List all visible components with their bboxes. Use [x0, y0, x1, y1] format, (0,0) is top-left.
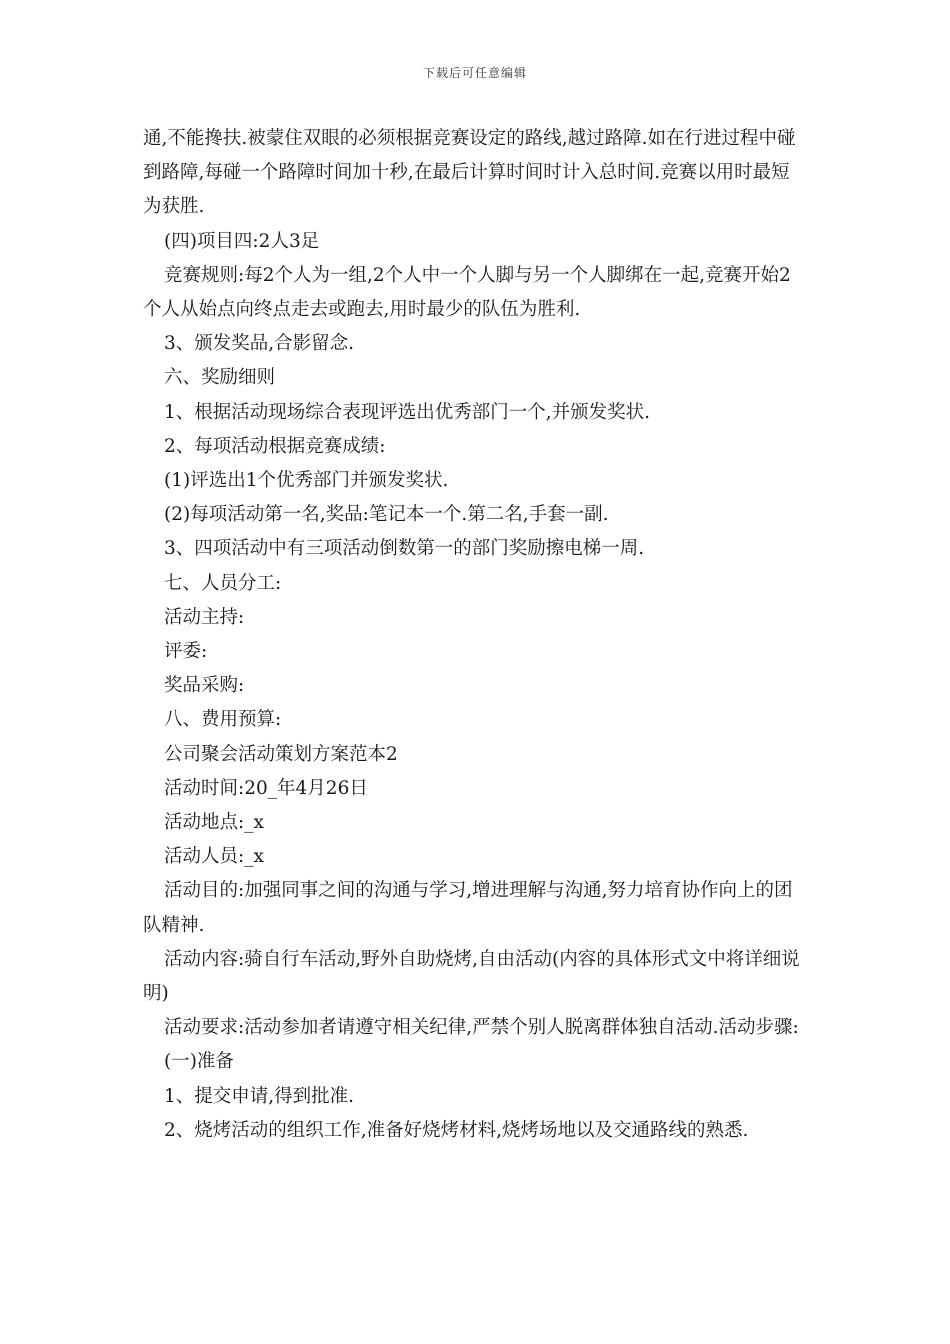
document-title-sample-2: 公司聚会活动策划方案范本2 — [164, 743, 398, 765]
section-heading-staffing: 七、人员分工: — [164, 572, 282, 594]
list-subitem-reward-2-1: (1)评选出1个优秀部门并颁发奖状. — [164, 470, 449, 492]
section-item-four-title: (四)项目四:2人3足 — [164, 230, 320, 252]
field-judges: 评委: — [164, 641, 208, 663]
field-activity-location: 活动地点:_x — [164, 812, 264, 834]
list-item-reward-3: 3、四项活动中有三项活动倒数第一的部门奖励擦电梯一周. — [164, 538, 645, 560]
page-header-note: 下载后可任意编辑 — [422, 66, 527, 80]
field-activity-content: 活动内容:骑自行车活动,野外自助烧烤,自由活动(内容的具体形式文中将详细说明) — [143, 948, 800, 1005]
list-subitem-reward-2-2: (2)每项活动第一名,奖品:笔记本一个.第二名,手套一副. — [164, 504, 609, 526]
paragraph-three-legged-rules: 竞赛规则:每2个人为一组,2个人中一个人脚与另一个人脚绑在一起,竞赛开始2个人从始点向终点走去或跑去,用时最少的队伍为胜利. — [143, 264, 791, 321]
list-item-preparation-2: 2、烧烤活动的组织工作,准备好烧烤材料,烧烤场地以及交通路线的熟悉. — [164, 1119, 749, 1141]
field-activity-participants: 活动人员:_x — [164, 846, 264, 868]
section-heading-preparation: (一)准备 — [164, 1051, 234, 1073]
list-item-reward-2: 2、每项活动根据竞赛成绩: — [164, 435, 386, 457]
field-activity-time: 活动时间:20_年4月26日 — [164, 777, 368, 799]
list-item-reward-1: 1、根据活动现场综合表现评选出优秀部门一个,并颁发奖状. — [164, 401, 651, 423]
paragraph-obstacle-rules-continued: 通,不能搀扶.被蒙住双眼的必须根据竞赛设定的路线,越过路障.如在行进过程中碰到路障,每碰一个路障时间加十秒,在最后计算时间时计入总时间.竞赛以用时最短为获胜. — [143, 128, 796, 218]
list-item-award-ceremony: 3、颁发奖品,合影留念. — [164, 333, 355, 355]
section-heading-budget: 八、费用预算: — [164, 709, 282, 731]
section-heading-rewards: 六、奖励细则 — [164, 367, 276, 389]
field-host: 活动主持: — [164, 606, 245, 628]
field-prize-purchasing: 奖品采购: — [164, 675, 245, 697]
list-item-preparation-1: 1、提交申请,得到批准. — [164, 1085, 355, 1107]
document-body — [143, 122, 807, 1148]
field-activity-purpose: 活动目的:加强同事之间的沟通与学习,增进理解与沟通,努力培育协作向上的团队精神. — [143, 880, 793, 936]
field-activity-requirements: 活动要求:活动参加者请遵守相关纪律,严禁个别人脱离群体独自活动.活动步骤: — [164, 1017, 799, 1039]
